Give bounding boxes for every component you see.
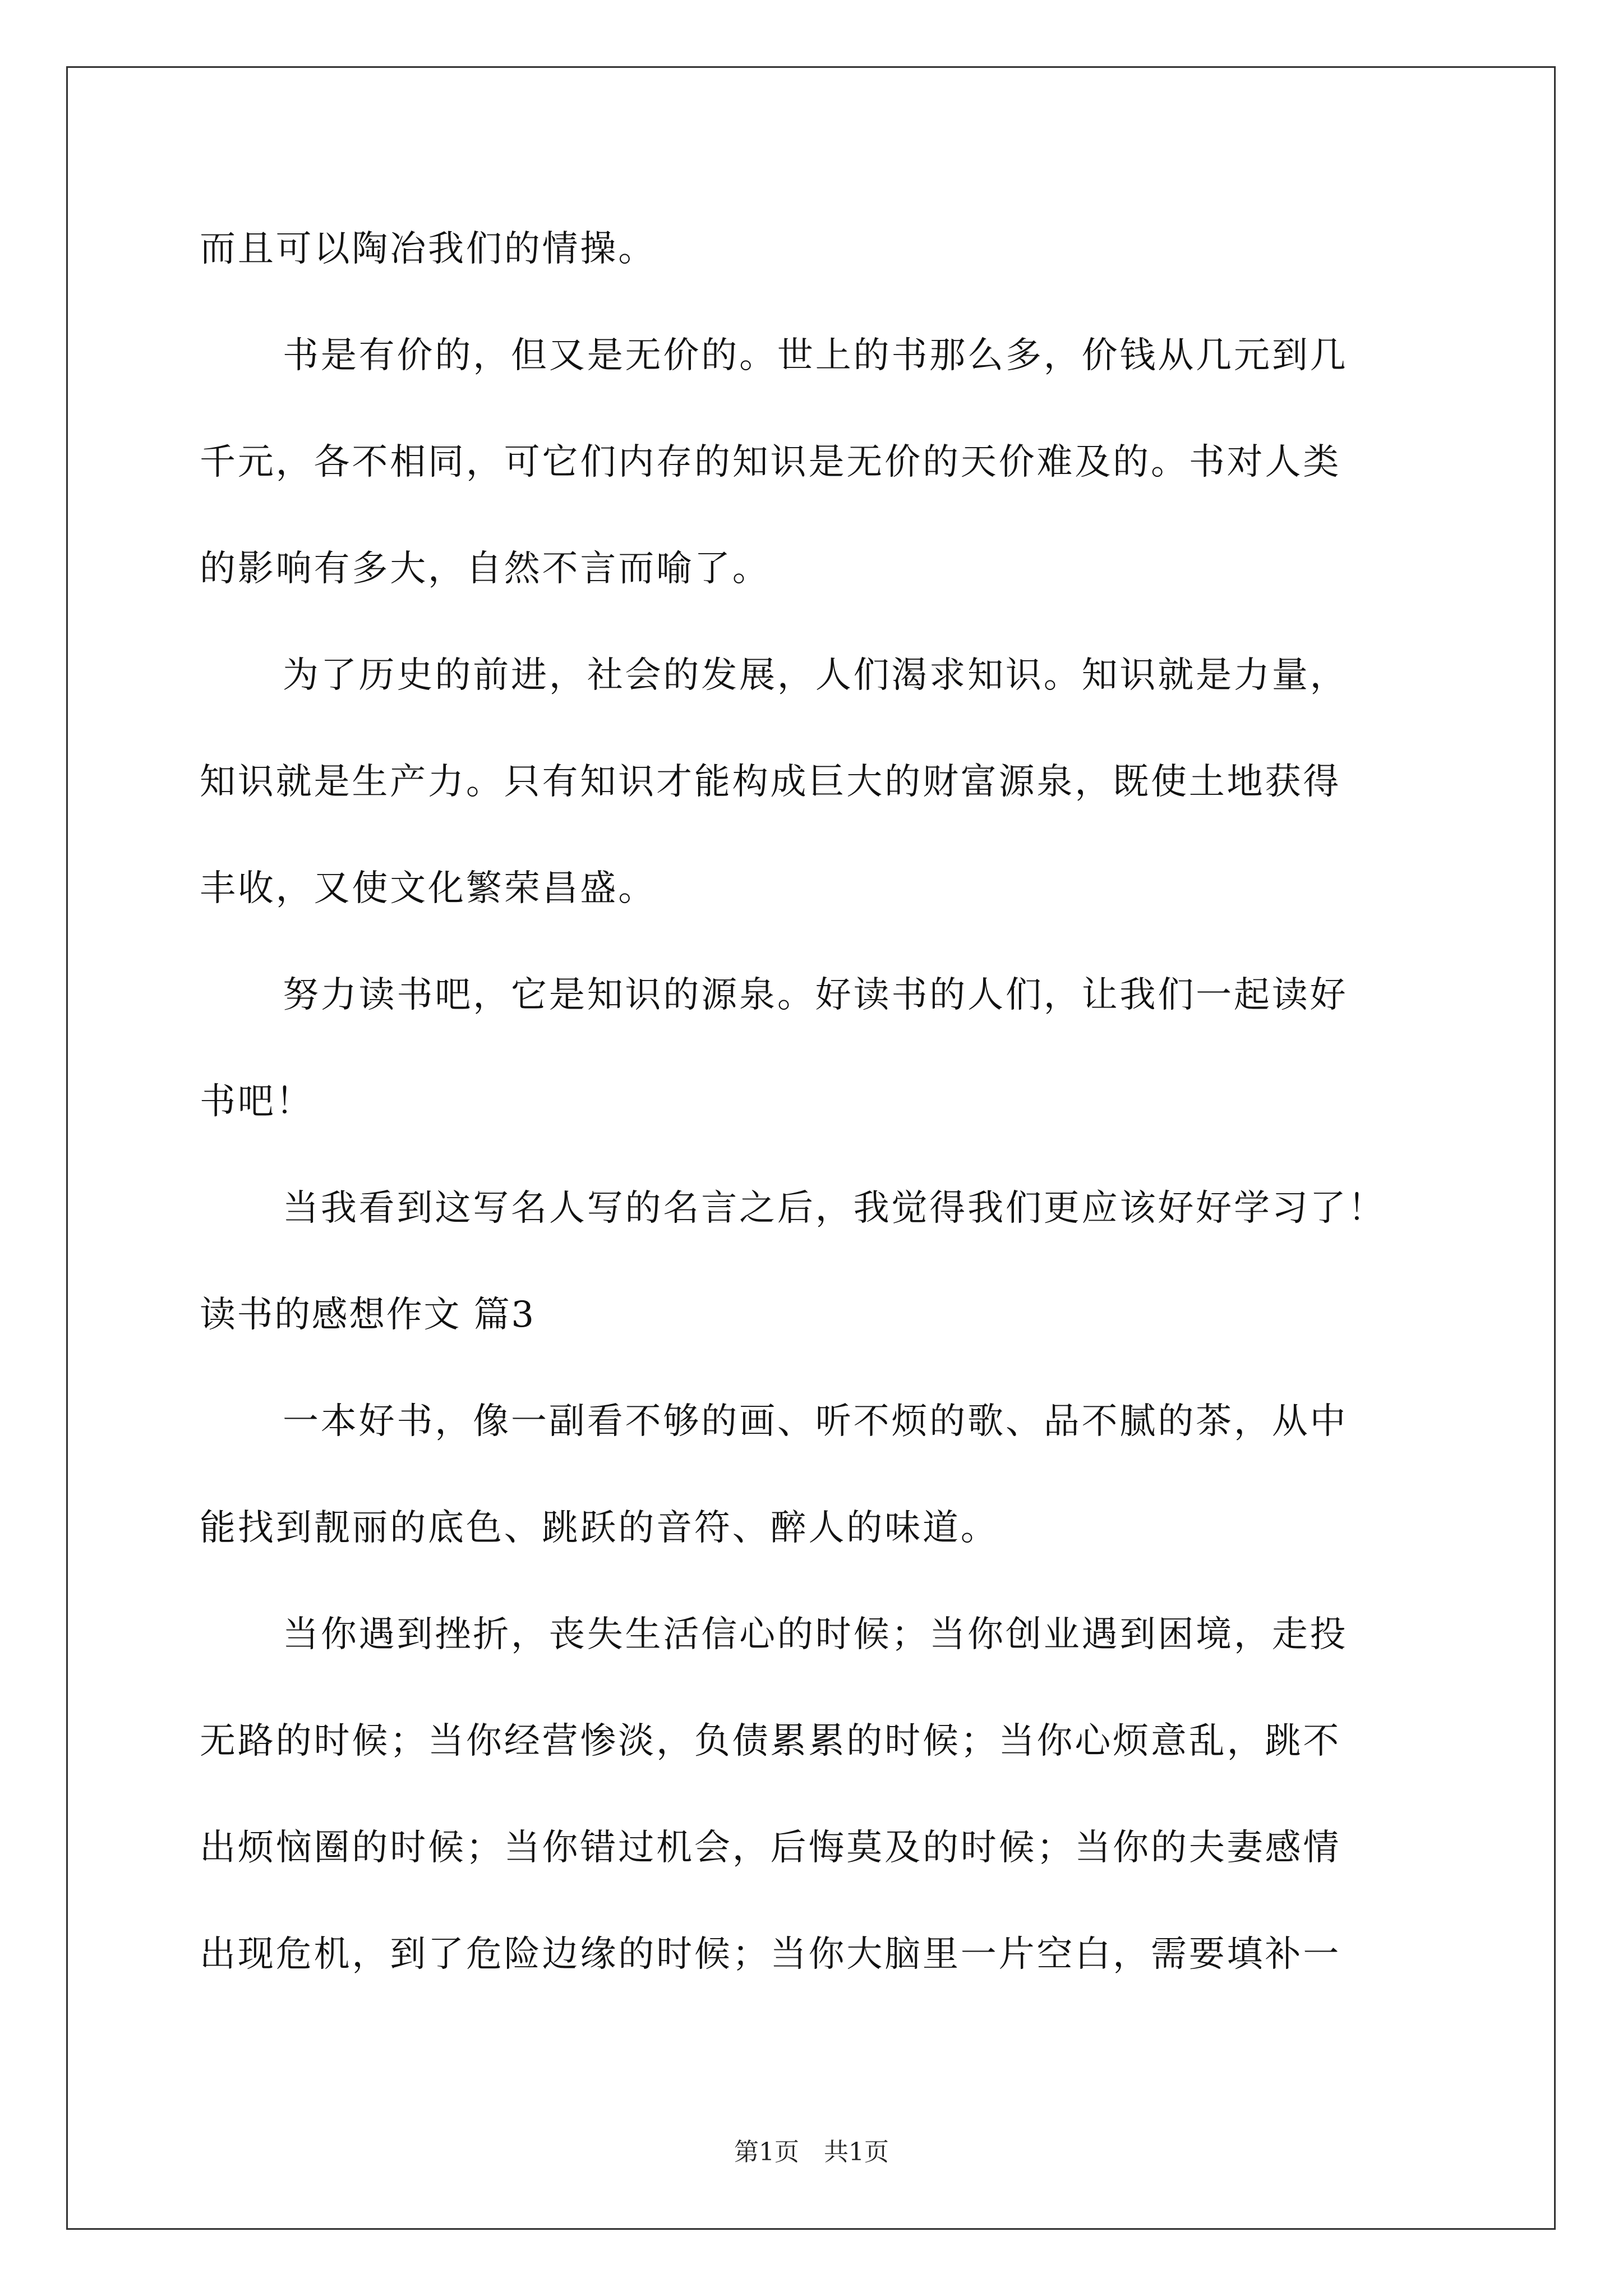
text-line: 出现危机，到了危险边缘的时候；当你大脑里一片空白，需要填补一 xyxy=(200,1934,1341,1975)
text-line: 而且可以陶冶我们的情操。 xyxy=(200,228,657,270)
text-line: 出烦恼圈的时候；当你错过机会，后悔莫及的时候；当你的夫妻感情 xyxy=(200,1827,1341,1869)
paragraph-start: 努力读书吧，它是知识的源泉。好读书的人们，让我们一起读好 xyxy=(283,974,1348,1016)
text-line: 书吧！ xyxy=(200,1081,314,1122)
paragraph-start: 为了历史的前进，社会的发展，人们渴求知识。知识就是力量， xyxy=(283,655,1348,696)
section-heading: 读书的感想作文 篇3 xyxy=(200,1294,536,1336)
page-number-footer: 第1页 共1页 xyxy=(734,2138,889,2166)
document-body xyxy=(200,207,1428,2019)
text-line: 知识就是生产力。只有知识才能构成巨大的财富源泉，既使土地获得 xyxy=(200,761,1341,803)
text-line: 的影响有多大，自然不言而喻了。 xyxy=(200,548,771,590)
paragraph-start: 当你遇到挫折，丧失生活信心的时候；当你创业遇到困境，走投 xyxy=(283,1614,1348,1655)
text-line: 千元，各不相同，可它们内存的知识是无价的天价难及的。书对人类 xyxy=(200,441,1341,483)
paragraph-start: 当我看到这写名人写的名言之后，我觉得我们更应该好好学习了！ xyxy=(283,1188,1386,1229)
paragraph-start: 一本好书，像一副看不够的画、听不烦的歌、品不腻的茶，从中 xyxy=(283,1401,1348,1442)
text-line: 无路的时候；当你经营惨淡，负债累累的时候；当你心烦意乱，跳不 xyxy=(200,1720,1341,1762)
paragraph-start: 书是有价的，但又是无价的。世上的书那么多，价钱从几元到几 xyxy=(283,335,1348,376)
text-line: 丰收，又使文化繁荣昌盛。 xyxy=(200,868,657,909)
text-line: 能找到靓丽的底色、跳跃的音符、醉人的味道。 xyxy=(200,1507,999,1549)
